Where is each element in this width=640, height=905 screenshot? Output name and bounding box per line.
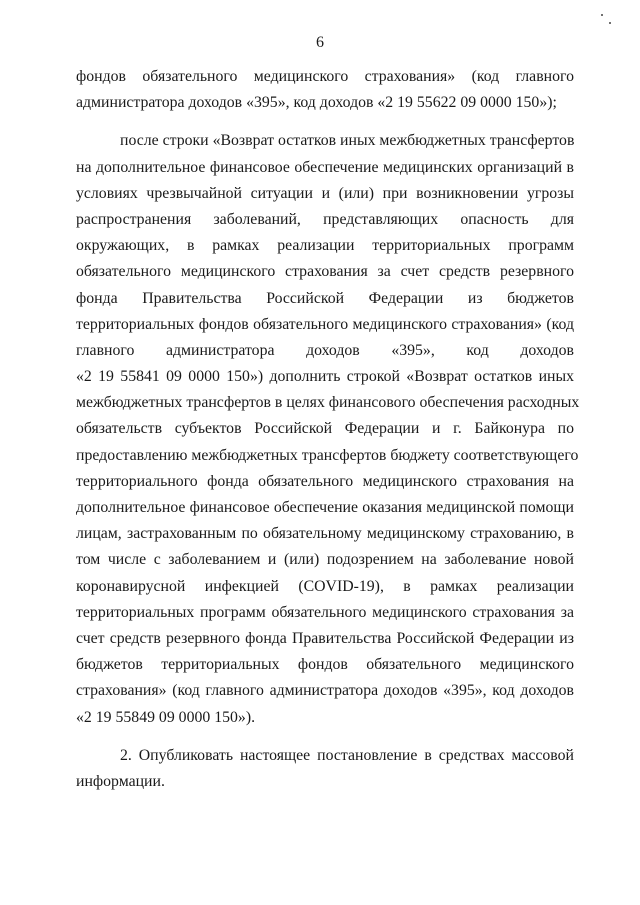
document-body [76,64,580,795]
text-line: информации. [76,772,165,790]
text-line: 2. Опубликовать настоящее постановление в средствах массовой [120,746,574,764]
text-line: лицам, застрахованным по обязательному медицинскому страхованию, в [76,525,574,543]
text-line: после строки «Возврат остатков иных межбюджетных трансфертов [120,132,575,150]
text-line: счет средств резервного фонда Правительства Российской Федерации из [76,629,574,647]
text-line: бюджетов территориальных фондов обязательного медицинского [76,656,574,674]
text-line: окружающих, в рамках реализации территориальных программ [76,237,574,255]
text-line: межбюджетных трансфертов в целях финансового обеспечения расходных [76,394,580,412]
text-line: «2 19 55849 09 0000 150»). [76,708,256,726]
text-line: на дополнительное финансовое обеспечение медицинских организаций в [76,158,574,176]
text-line: условиях чрезвычайной ситуации и (или) при возникновении угрозы [76,184,574,202]
text-line: территориального фонда обязательного медицинского страхования на [76,472,574,490]
paragraph [76,128,580,730]
scan-speck [609,22,611,24]
text-line: дополнительное финансовое обеспечение оказания медицинской помощи [76,499,574,516]
text-line: фондов обязательного медицинского страхования» (код главного [76,68,574,85]
text-line: обязательного медицинского страхования за счет средств резервного [76,263,574,281]
text-line: предоставлению межбюджетных трансфертов бюджету соответствующего [76,446,579,464]
paragraph [76,64,574,116]
text-line: распространения заболеваний, представляющих опасность для [76,210,574,228]
text-line: администратора доходов «395», код доходов «2 19 55622 09 0000 150»); [76,94,557,112]
scan-speck [601,14,603,16]
text-line: коронавирусной инфекцией (COVID-19), в рамках реализации [76,577,574,595]
page-number: 6 [316,34,324,51]
text-line: территориальных фондов обязательного медицинского страхования» (код [76,315,574,333]
text-line: территориальных программ обязательного медицинского страхования за [76,603,574,621]
text-line: страхования» (код главного администратора доходов «395», код доходов [76,682,574,700]
paragraph [76,743,574,795]
text-line: фонда Правительства Российской Федерации из бюджетов [76,289,574,307]
text-line: обязательств субъектов Российской Федерации и г. Байконура по [76,420,574,438]
text-line: том числе с заболеванием и (или) подозрением на заболевание новой [76,551,574,569]
text-line: «2 19 55841 09 0000 150») дополнить строкой «Возврат остатков иных [76,368,574,386]
text-line: главного администратора доходов «395», код доходов [76,341,574,359]
